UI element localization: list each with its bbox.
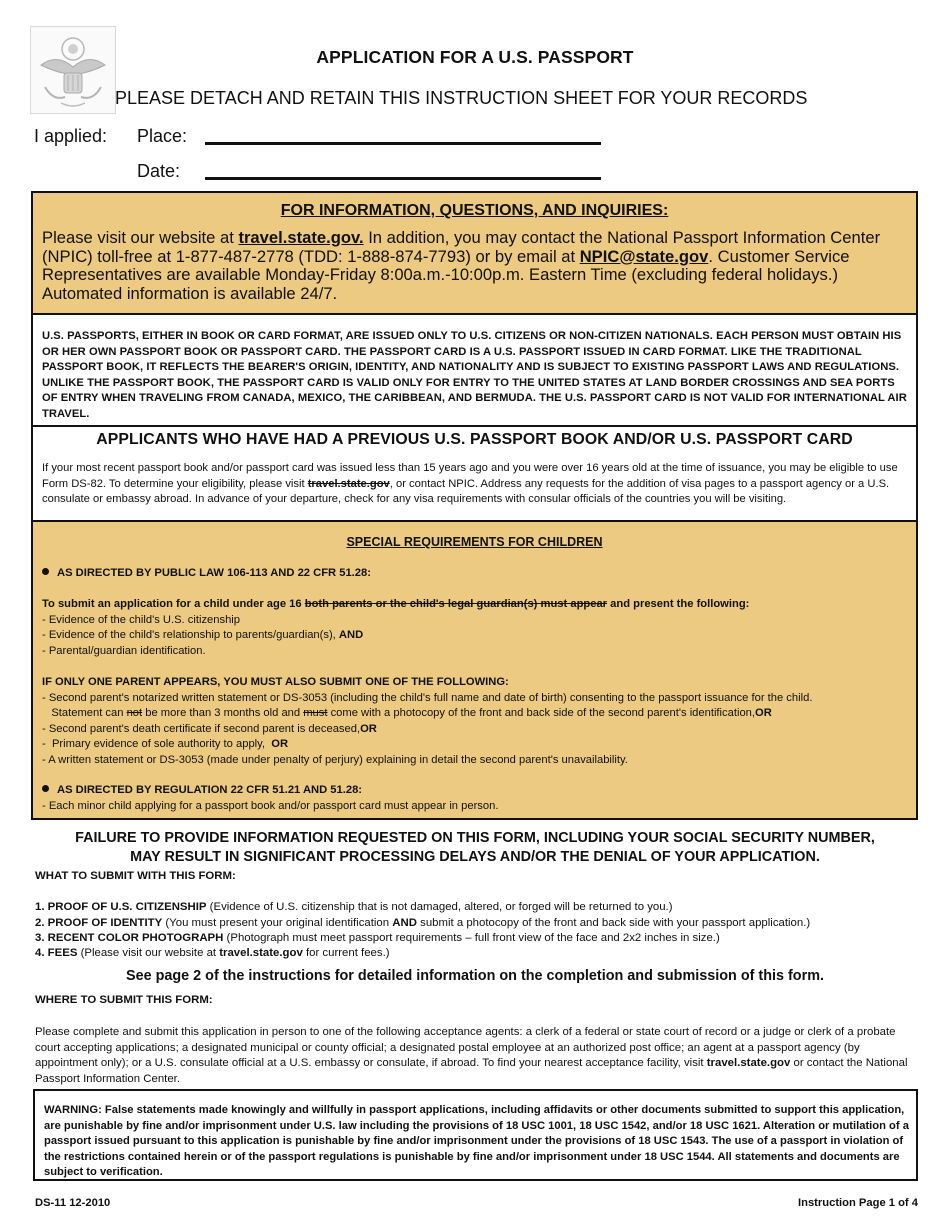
failure-line-2: MAY RESULT IN SIGNIFICANT PROCESSING DELAYS AND/OR THE DENIAL OF YOUR APPLICATION. xyxy=(130,848,820,865)
op2-text: - Second parent's death certificate if second parent is deceased, xyxy=(42,723,361,735)
info-text-1: Please visit our website at xyxy=(42,228,239,247)
submit-item-photograph xyxy=(35,932,720,944)
email-link[interactable]: NPIC@state.gov xyxy=(579,246,709,266)
one-parent-heading: IF ONLY ONE PARENT APPEARS, YOU MUST ALSO SUBMIT ONE OF THE FOLLOWING: xyxy=(42,676,509,688)
passport-notice-text: U.S. PASSPORTS, EITHER IN BOOK OR CARD FORMAT, ARE ISSUED ONLY TO U.S. CITIZENS OR NON-CITIZEN NATIONALS. EACH PERSON MUST OBTAIN HIS OR HER OWN PASSPORT BOOK OR PASSPORT CARD. THE PASSPORT CARD IS A U.S. PASSPORT ISSUED IN CARD FORMAT. LIKE THE TRADITIONAL PASSPORT BOOK, IT REFLECTS THE BEARER'S ORIGIN, IDENTITY, AND NATIONALITY AND IS SUBJECT TO EXISTING PASSPORT LAWS AND REGULATIONS. UNLIKE THE PASSPORT BOOK, THE PASSPORT CARD IS VALID ONLY FOR ENTRY TO THE UNITED STATES AT LAND BORDER CROSSINGS AND SEA PORTS OF ENTRY WHEN TRAVELING FROM CANADA, MEXICO, THE CARIBBEAN, AND BERMUDA. THE U.S. PASSPORT CARD IS NOT VALID FOR INTERNATIONAL AIR TRAVEL. xyxy=(42,330,907,420)
op1b-c: come with a photocopy of the front and back side of the second parent's identification, xyxy=(327,707,755,719)
information-text xyxy=(42,229,910,303)
eagle-seal-icon xyxy=(31,27,115,113)
passport-notice-section xyxy=(33,315,916,427)
see-page-2-note: See page 2 of the instructions for detailed information on the completion and submission of this form. xyxy=(125,968,824,984)
item4-text: (Please visit our website at xyxy=(77,947,220,959)
fees-website-link[interactable]: travel.state.gov xyxy=(219,947,303,959)
submit-item-citizenship xyxy=(35,901,673,913)
previous-passport-text xyxy=(42,461,912,508)
op1b-b: be more than 3 months old and xyxy=(142,707,304,719)
op1b-strike-2: must xyxy=(303,707,328,719)
form-title: APPLICATION FOR A U.S. PASSPORT xyxy=(316,47,634,67)
submit-text-b: and present the following: xyxy=(607,598,750,610)
applied-label: I applied: xyxy=(34,126,108,146)
place-label: Place: xyxy=(137,126,188,146)
item2-label: 2. PROOF OF IDENTITY xyxy=(35,917,163,929)
option-sole-authority xyxy=(42,738,288,750)
item3-text: (Photograph must meet passport requirements – full front view of the face and 2x2 inches in size.) xyxy=(223,932,720,944)
info-text-2: In addition, you may contact the National Passport Information Center (NPIC) toll-free at 1-877-487-2778 (TDD: 1-888-874-7793) or by email at xyxy=(42,228,881,266)
item4-label: 4. FEES xyxy=(35,947,78,959)
option-death-certificate xyxy=(42,723,377,735)
failure-warning xyxy=(0,829,950,866)
item2-text-2: submit a photocopy of the front and back side with your passport application.) xyxy=(416,917,811,929)
directive-1-text: AS DIRECTED BY PUBLIC LAW 106-113 AND 22 CFR 51.28: xyxy=(57,567,371,579)
previous-text-1: If your most recent passport book and/or passport card was issued less than 15 years ago and you were over 16 years old at the time of issuance, you may be eligible to use Form DS-82. To determine your eligibility, please visit xyxy=(42,462,898,490)
requirement-parent-id: - Parental/guardian identification. xyxy=(42,645,206,657)
op3-or: OR xyxy=(271,738,289,750)
item2-text: (You must present your original identification xyxy=(162,917,393,929)
children-heading: SPECIAL REQUIREMENTS FOR CHILDREN xyxy=(346,535,603,549)
detach-instruction: PLEASE DETACH AND RETAIN THIS INSTRUCTION SHEET FOR YOUR RECORDS xyxy=(115,88,808,108)
requirement-relationship xyxy=(42,629,363,641)
previous-website-link[interactable]: travel.state.gov xyxy=(307,477,390,490)
previous-text-2: , or contact NPIC. Address any requests for the addition of visa pages to a passport agency or a U.S. consulate or embassy abroad. In advance of your departure, check for any visa requirements with consular officials of the countries you will be visiting. xyxy=(42,477,890,506)
bullet-icon xyxy=(42,568,49,575)
place-field[interactable] xyxy=(205,142,601,145)
directive-2 xyxy=(42,784,362,796)
children-requirements-section xyxy=(33,522,916,818)
failure-line-1: FAILURE TO PROVIDE INFORMATION REQUESTED ON THIS FORM, INCLUDING YOUR SOCIAL SECURITY NUMBER, xyxy=(75,830,875,846)
where-website-link[interactable]: travel.state.gov xyxy=(706,1057,791,1070)
op1b-or: OR xyxy=(755,707,772,719)
where-tail-text: or contact the National Passport Information Center. xyxy=(35,1057,908,1085)
warning-text: WARNING: False statements made knowingly and willfully in passport applications, including affidavits or other documents submitted to support this application, are punishable by fine and/or imprisonment under U.S. law including the provisions of 18 USC 1001, 18 USC 1542, and/or 18 USC 1621. Alteration or mutilation of a passport issued pursuant to this application is punishable by fine and/or imprisonment under the provisions of 18 USC 1543. The use of a passport in violation of the restrictions contained herein or of the passport regulations is punishable by fine and/or imprisonment under 18 USC 1544. All statements and documents are subject to verification. xyxy=(44,1104,909,1179)
option-written-statement: - A written statement or DS-3053 (made under penalty of perjury) explaining in detail the second parent's unavailability. xyxy=(42,754,628,766)
information-heading: FOR INFORMATION, QUESTIONS, AND INQUIRIES: xyxy=(280,202,669,219)
date-label: Date: xyxy=(137,161,181,181)
op2-or: OR xyxy=(360,723,377,735)
minor-appearance: - Each minor child applying for a passport book and/or passport card must appear in person. xyxy=(42,800,499,812)
where-to-submit-heading: WHERE TO SUBMIT THIS FORM: xyxy=(35,994,213,1006)
submit-requirement xyxy=(42,598,749,610)
previous-passport-section xyxy=(33,428,916,522)
where-to-submit-text xyxy=(35,1025,915,1087)
req2-and: AND xyxy=(338,629,364,641)
submit-text-a: To submit an application for a child under age 16 xyxy=(42,598,305,610)
req2-text: - Evidence of the child's relationship to parents/guardian(s), xyxy=(42,629,339,641)
requirement-citizenship: - Evidence of the child's U.S. citizenship xyxy=(42,614,241,626)
information-section xyxy=(33,193,916,315)
previous-passport-heading: APPLICANTS WHO HAVE HAD A PREVIOUS U.S. PASSPORT BOOK AND/OR U.S. PASSPORT CARD xyxy=(96,431,853,448)
what-to-submit-heading: WHAT TO SUBMIT WITH THIS FORM: xyxy=(35,870,236,882)
form-number: DS-11 12-2010 xyxy=(35,1197,111,1209)
submit-item-fees xyxy=(35,947,390,959)
item4-text-2: for current fees.) xyxy=(302,947,390,959)
date-field[interactable] xyxy=(205,177,601,180)
directive-2-text: AS DIRECTED BY REGULATION 22 CFR 51.21 AND 51.28: xyxy=(57,784,363,796)
page-number: Instruction Page 1 of 4 xyxy=(798,1197,918,1209)
option-statement-validity xyxy=(42,707,772,719)
bullet-icon xyxy=(42,785,49,792)
department-of-state-seal xyxy=(30,26,116,114)
item1-label: 1. PROOF OF U.S. CITIZENSHIP xyxy=(35,901,207,913)
item3-label: 3. RECENT COLOR PHOTOGRAPH xyxy=(35,932,224,944)
where-body-text: Please complete and submit this application in person to one of the following acceptance agents: a clerk of a federal or state court of record or a judge or clerk of a probate court accepting applications; a designated municipal or county official; a designated postal employee at an authorized post office; an agent at a passport agency (by appointment only); or a U.S. consulate official at a U.S. embassy or consulate, if abroad. To find your nearest acceptance facility, visit xyxy=(35,1026,896,1070)
warning-box xyxy=(33,1089,918,1181)
option-notarized-statement: - Second parent's notarized written statement or DS-3053 (including the child's full name and date of birth) consenting to the passport issuance for the child. xyxy=(42,692,813,704)
item1-text: (Evidence of U.S. citizenship that is not damaged, altered, or forged will be returned to you.) xyxy=(206,901,673,913)
op1b-a: Statement can xyxy=(42,707,127,719)
item2-and: AND xyxy=(392,917,417,929)
op3-text: - Primary evidence of sole authority to apply, xyxy=(42,738,272,750)
website-link[interactable]: travel.state.gov. xyxy=(238,228,364,247)
op1b-strike-1: not xyxy=(126,707,143,719)
info-text-3: . Customer Service Representatives are available Monday-Friday 8:00a.m.-10:00p.m. Eastern Time (excluding federal holidays.) Automated information is available 24/7. xyxy=(42,246,850,303)
directive-1 xyxy=(42,567,371,579)
submit-item-identity xyxy=(35,917,810,929)
submit-text-strike: both parents or the child's legal guardian(s) must appear xyxy=(304,598,608,610)
